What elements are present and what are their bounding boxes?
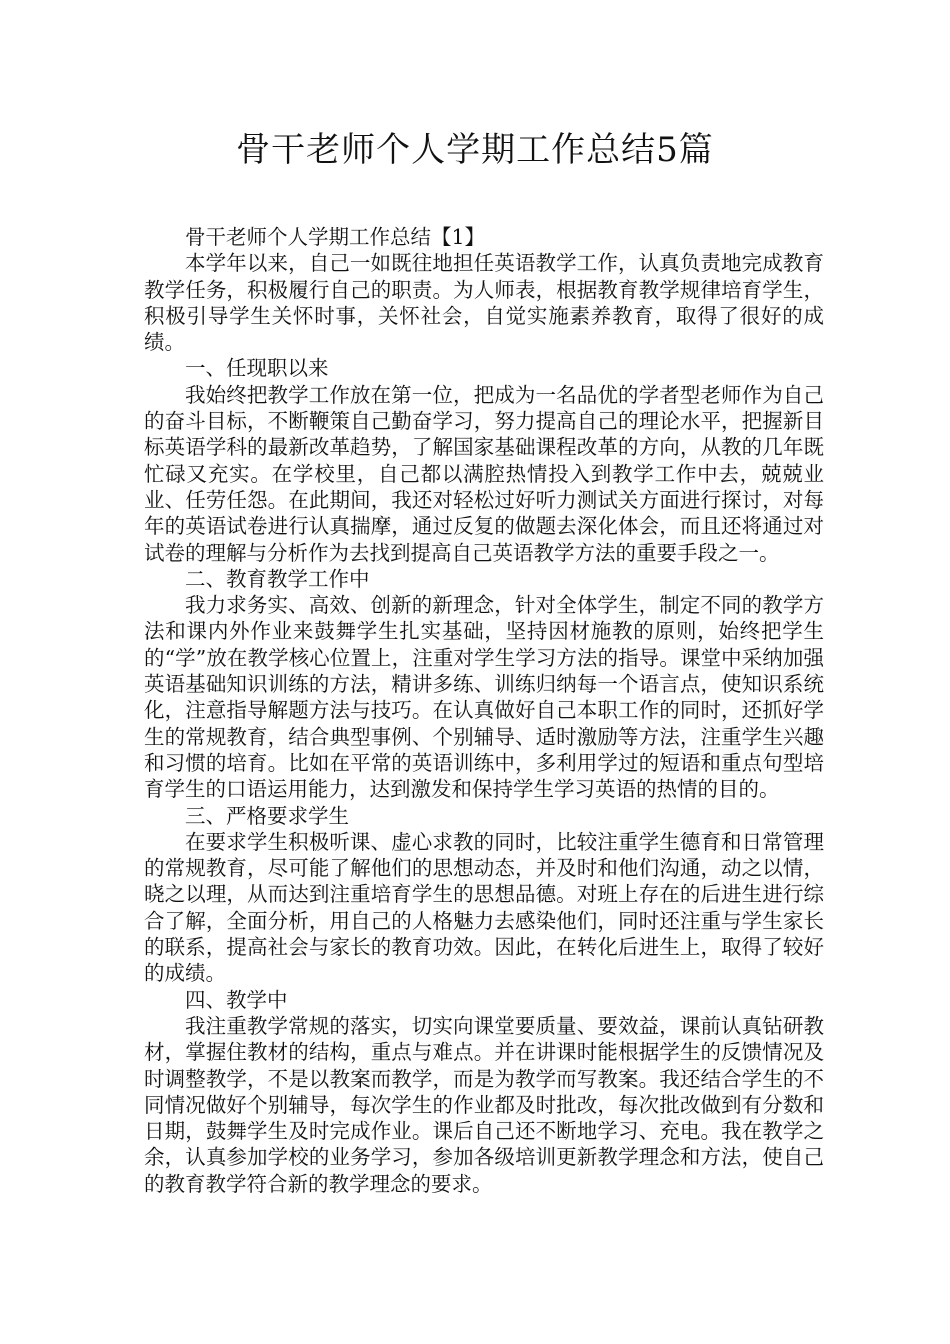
paragraph: 在要求学生积极听课、虚心求教的同时，比较注重学生德育和日常管理的常规教育，尽可能了解他们的思想动态，并及时和他们沟通，动之以情，晓之以理，从而达到注重培育学生的思想品德。对班上存在的后进生进行综合了解，全面分析，用自己的人格魅力去感染他们，同时还注重与学生家长的联系，提高社会与家长的教育功效。因此，在转化后进生上，取得了较好的成绩。 <box>144 829 824 986</box>
paragraph: 本学年以来，自己一如既往地担任英语教学工作，认真负责地完成教育教学任务，积极履行自己的职责。为人师表，根据教育教学规律培育学生，积极引导学生关怀时事，关怀社会，自觉实施素养教育，取得了很好的成绩。 <box>144 251 824 355</box>
section-heading: 三、严格要求学生 <box>185 803 349 828</box>
document-body <box>144 224 824 1197</box>
paragraph: 我始终把教学工作放在第一位，把成为一名品优的学者型老师作为自己的奋斗目标，不断鞭策自己勤奋学习，努力提高自己的理论水平，把握新目标英语学科的最新改革趋势，了解国家基础课程改革的方向，从教的几年既忙碌又充实。在学校里，自己都以满腔热情投入到教学工作中去，兢兢业业、任劳任怨。在此期间，我还对轻松过好听力测试关方面进行探讨，对每年的英语试卷进行认真揣摩，通过反复的做题去深化体会，而且还将通过对试卷的理解与分析作为去找到提高自己英语教学方法的重要手段之一。 <box>144 382 824 565</box>
paragraph: 我注重教学常规的落实，切实向课堂要质量、要效益，课前认真钻研教材，掌握住教材的结构，重点与难点。并在讲课时能根据学生的反馈情况及时调整教学，不是以教案而教学，而是为教学而写教案。我还结合学生的不同情况做好个别辅导，每次学生的作业都及时批改，每次批改做到有分数和日期，鼓舞学生及时完成作业。课后自己还不断地学习、充电。我在教学之余，认真参加学校的业务学习，参加各级培训更新教学理念和方法，使自己的教育教学符合新的教学理念的要求。 <box>144 1013 824 1196</box>
section-heading: 骨干老师个人学期工作总结【1】 <box>185 225 486 249</box>
section-heading: 二、教育教学工作中 <box>185 566 370 591</box>
document-title: 骨干老师个人学期工作总结5篇 <box>236 130 714 170</box>
section-heading: 四、教学中 <box>185 987 288 1012</box>
section-heading: 一、任现职以来 <box>185 356 329 381</box>
paragraph: 我力求务实、高效、创新的新理念，针对全体学生，制定不同的教学方法和课内外作业来鼓舞学生扎实基础，坚持因材施教的原则，始终把学生的“学”放在教学核心位置上，注重对学生学习方法的指导。课堂中采纳加强英语基础知识训练的方法，精讲多练、训练归纳每一个语言点，使知识系统化，注意指导解题方法与技巧。在认真做好自己本职工作的同时，还抓好学生的常规教育，结合典型事例、个别辅导、适时激励等方法，注重学生兴趣和习惯的培育。比如在平常的英语训练中，多利用学过的短语和重点句型培育学生的口语运用能力，达到激发和保持学生学习英语的热情的目的。 <box>144 593 824 802</box>
